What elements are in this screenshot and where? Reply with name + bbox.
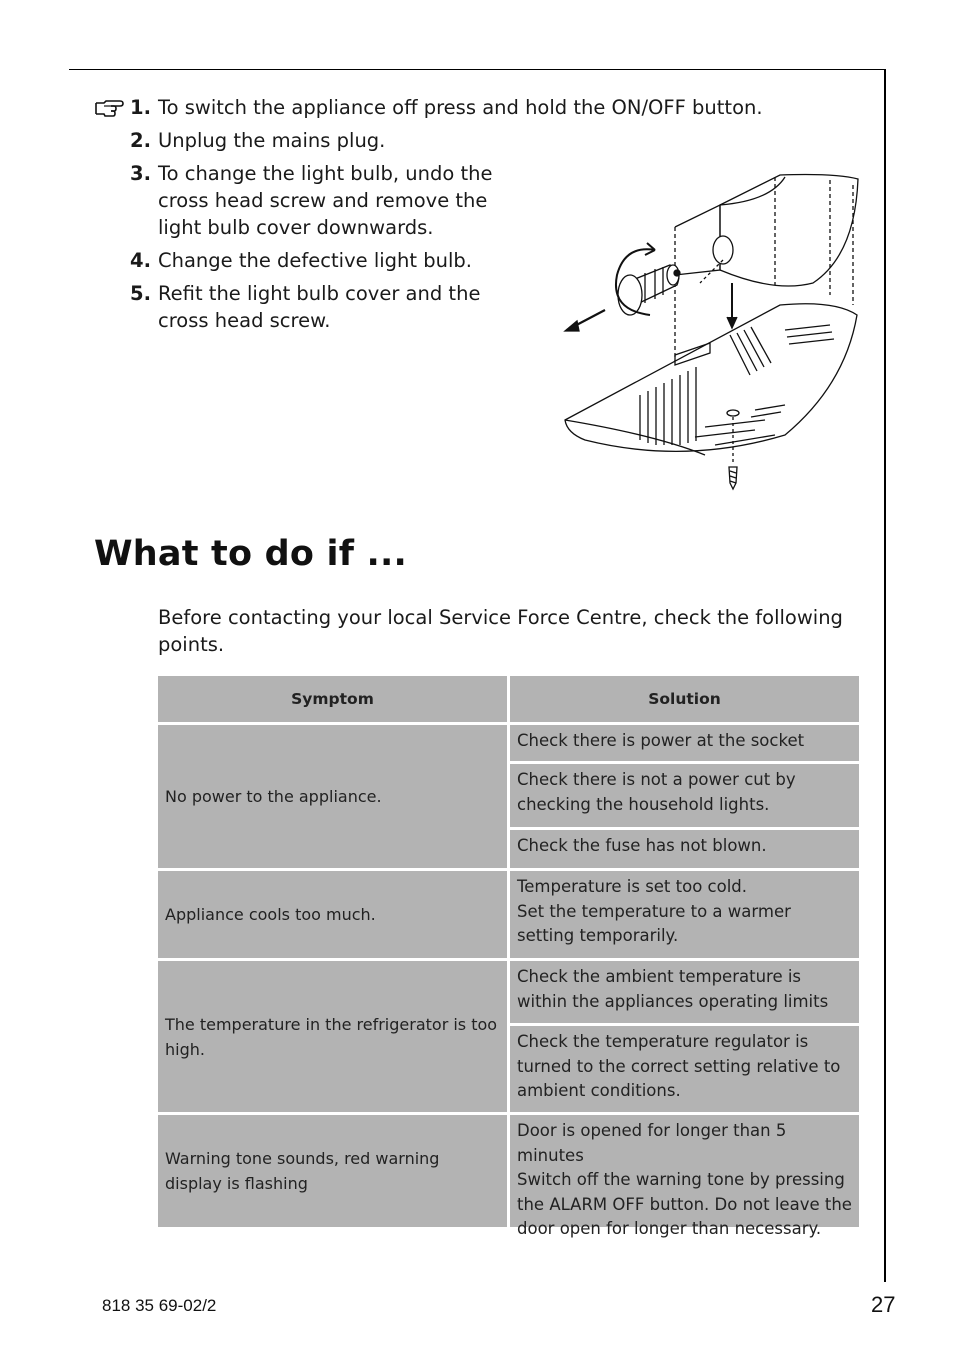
- table-row: [158, 961, 859, 1112]
- step-text: To change the light bulb, undo the cross head screw and remove the light bulb cover downwards.: [158, 162, 493, 239]
- solution-item: Check the temperature regulator is turned to the correct setting relative to ambient conditions.: [510, 1026, 859, 1112]
- step-number: 2.: [130, 129, 151, 152]
- step-3: [130, 160, 513, 241]
- step-number: 5.: [130, 282, 151, 305]
- light-bulb-cover-illustration: [555, 165, 865, 495]
- step-number: 4.: [130, 249, 151, 272]
- solutions-cell: [510, 871, 859, 958]
- step-2: [130, 127, 763, 154]
- right-rule: [884, 69, 886, 1282]
- solution-item: Check the fuse has not blown.: [510, 830, 859, 868]
- table-row: [158, 1115, 859, 1238]
- step-text: Change the defective light bulb.: [158, 249, 472, 272]
- top-rule: [69, 69, 886, 70]
- page-number: 27: [871, 1292, 896, 1317]
- solutions-cell: [510, 1115, 859, 1238]
- solution-item: Check there is power at the socket: [510, 725, 859, 761]
- table-row: [158, 725, 859, 868]
- step-number: 3.: [130, 162, 151, 185]
- step-text: To switch the appliance off press and hold the ON/OFF button.: [158, 96, 763, 119]
- troubleshooting-table: [158, 676, 859, 1238]
- step-4: [130, 247, 513, 274]
- step-number: 1.: [130, 96, 151, 119]
- solution-item: Door is opened for longer than 5 minutes Switch off the warning tone by pressing the ALARM OFF button. Do not leave the door open for longer than necessary.: [510, 1115, 859, 1227]
- symptom-cell: Warning tone sounds, red warning display is flashing: [158, 1115, 507, 1227]
- step-1: [130, 94, 763, 121]
- solution-item: Temperature is set too cold. Set the temperature to a warmer setting temporarily.: [510, 871, 859, 958]
- step-text: Unplug the mains plug.: [158, 129, 386, 152]
- document-code: 818 35 69-02/2: [102, 1296, 217, 1315]
- pointing-hand-icon: [94, 96, 128, 120]
- section-title: What to do if ...: [94, 534, 407, 574]
- column-header-symptom: Symptom: [158, 676, 507, 722]
- symptom-cell: No power to the appliance.: [158, 725, 507, 868]
- step-5: [130, 280, 513, 334]
- column-header-solution: Solution: [510, 676, 859, 722]
- solutions-cell: [510, 725, 859, 868]
- solutions-cell: [510, 961, 859, 1112]
- solution-item: Check there is not a power cut by checking the household lights.: [510, 764, 859, 827]
- solution-item: Check the ambient temperature is within the appliances operating limits: [510, 961, 859, 1023]
- section-intro: Before contacting your local Service Force Centre, check the following points.: [158, 606, 843, 656]
- step-text: Refit the light bulb cover and the cross head screw.: [158, 282, 481, 332]
- table-row: [158, 871, 859, 958]
- symptom-cell: The temperature in the refrigerator is too high.: [158, 961, 507, 1112]
- symptom-cell: Appliance cools too much.: [158, 871, 507, 958]
- table-header: [158, 676, 859, 722]
